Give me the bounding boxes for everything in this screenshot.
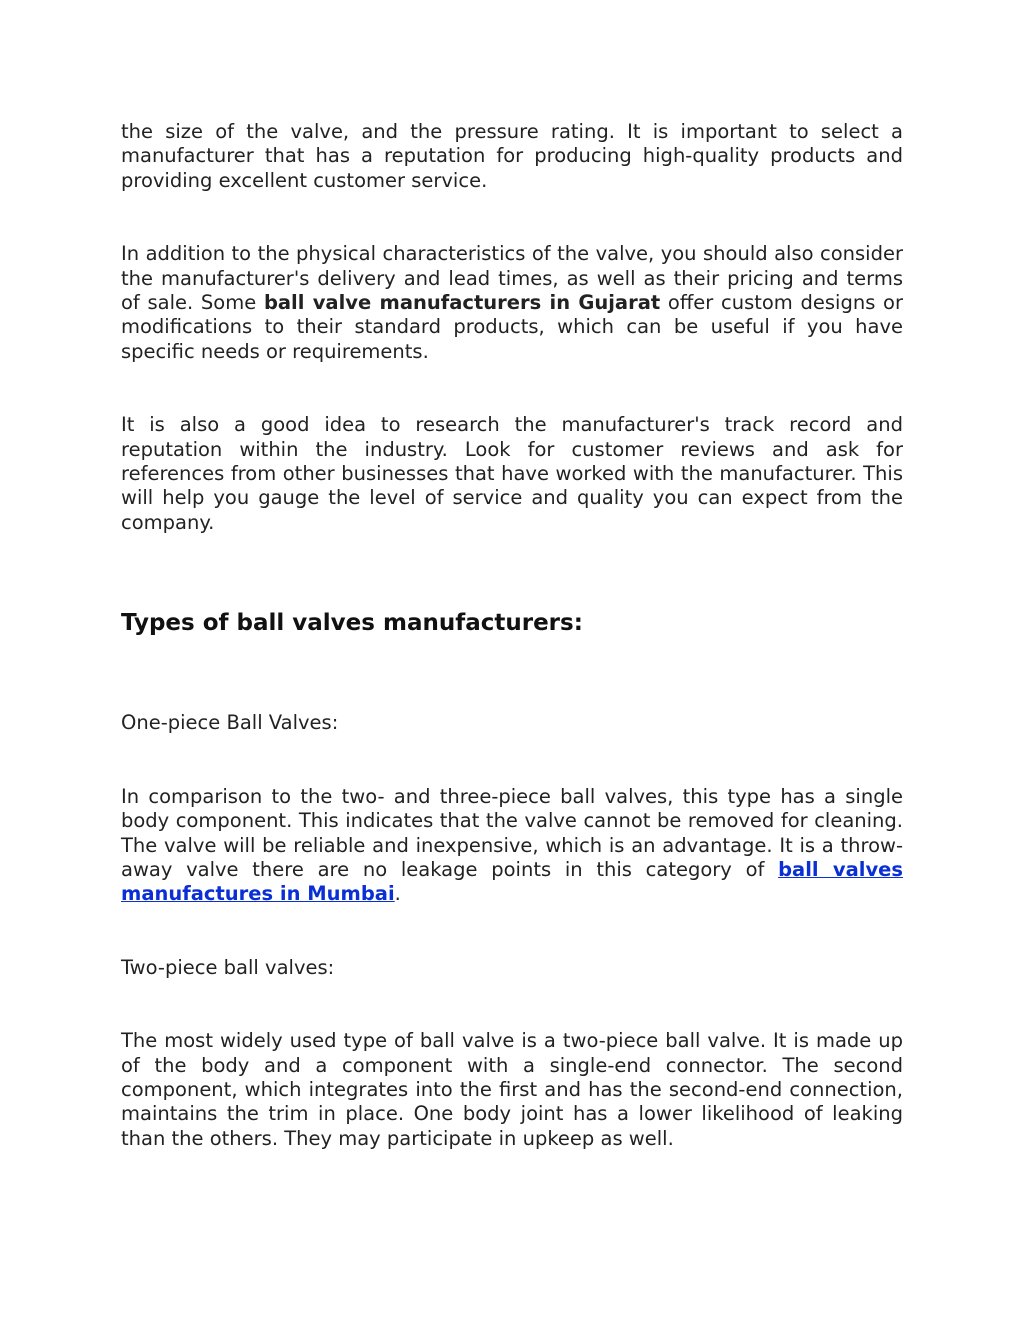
paragraph-two-piece: The most widely used type of ball valve is a two-piece ball valve. It is made up of the body and a component with a single-end connector. The second component, which integrates into the first and has the second-end connection, maintains the trim in place. One body joint has a lower likelihood of leaking than the others. They may participate in upkeep as well. [121, 1029, 903, 1150]
bold-keyword: ball valve manufacturers in Gujarat [263, 291, 661, 315]
subheading-two-piece: Two-piece ball valves: [121, 955, 335, 979]
paragraph-one-piece [121, 785, 903, 907]
document-page [121, 120, 903, 1151]
paragraph-text: offer custom designs or modifications to their standard products, which can be useful if you have specific needs or requirements. [121, 291, 904, 363]
subheading-one-piece: One-piece Ball Valves: [121, 711, 339, 735]
paragraph-text: In addition to the physical characteristics of the valve, you should also consider the manufacturer's delivery and lead times, as well as their pricing and terms of sale. Some [121, 242, 903, 315]
paragraph-delivery-terms [121, 242, 903, 364]
paragraph-text: . [394, 882, 401, 906]
section-heading: Types of ball valves manufacturers: [121, 610, 583, 637]
paragraph-track-record: It is also a good idea to research the manufacturer's track record and reputation within the industry. Look for customer reviews and ask for references from other businesses that have worked with the manufacturer. This will help you gauge the level of service and quality you can expect from the company. [121, 413, 903, 534]
paragraph-valve-selection: the size of the valve, and the pressure rating. It is important to select a manufacturer that has a reputation for producing high-quality products and providing excellent customer service. [121, 120, 903, 192]
paragraph-text: In comparison to the two- and three-piece ball valves, this type has a single body component. This indicates that the valve cannot be removed for cleaning. The valve will be reliable and inexpensive, which is an advantage. It is a throw-away valve there are no leakage points in this category of [121, 784, 903, 881]
mumbai-manufacturers-link[interactable]: ball valves manufactures in Mumbai [121, 857, 903, 906]
